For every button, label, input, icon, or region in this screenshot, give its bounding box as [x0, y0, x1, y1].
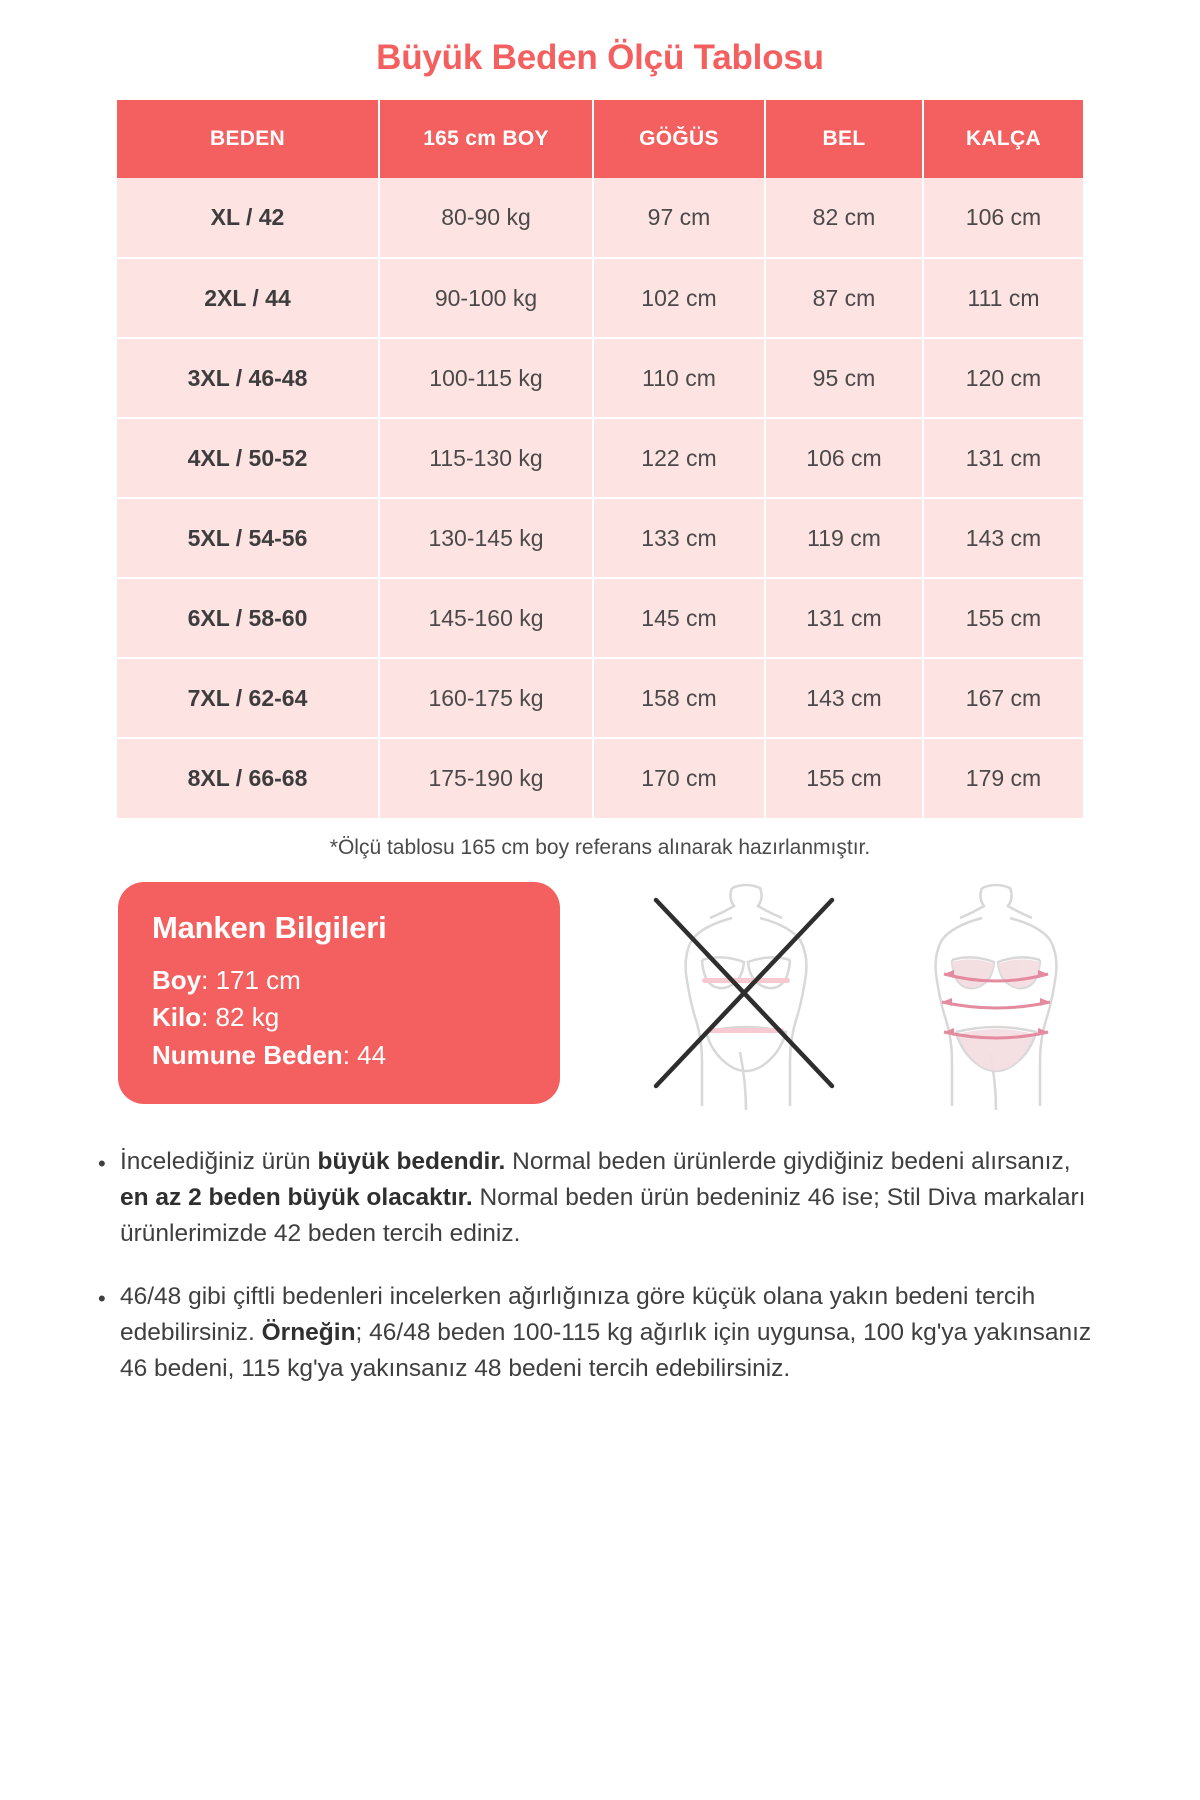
table-cell: 82 cm — [765, 178, 923, 258]
table-cell: 155 cm — [923, 578, 1083, 658]
table-header — [117, 100, 1083, 178]
table-header-row — [117, 100, 1083, 178]
info-bullet-list — [80, 1144, 1120, 1387]
table-cell: 115-130 kg — [379, 418, 593, 498]
info-bullet — [98, 1144, 1096, 1251]
model-info-card — [118, 882, 560, 1104]
info-bullet-text — [120, 1279, 1096, 1386]
measurement-figures — [636, 882, 1120, 1110]
model-info-section — [80, 882, 1120, 1110]
info-bullet — [98, 1279, 1096, 1386]
table-row — [117, 418, 1083, 498]
table-row — [117, 578, 1083, 658]
table-cell: 106 cm — [765, 418, 923, 498]
table-cell-size: 4XL / 50-52 — [117, 418, 379, 498]
info-bullet-text — [120, 1144, 1096, 1251]
table-row — [117, 178, 1083, 258]
column-header-kalca: KALÇA — [923, 100, 1083, 178]
table-cell: 120 cm — [923, 338, 1083, 418]
table-cell: 95 cm — [765, 338, 923, 418]
model-height-row — [152, 962, 526, 999]
table-cell: 158 cm — [593, 658, 765, 738]
table-cell: 130-145 kg — [379, 498, 593, 578]
model-sample-size-value: : 44 — [342, 1039, 387, 1070]
table-note: *Ölçü tablosu 165 cm boy referans alınarak hazırlanmıştır. — [329, 836, 871, 859]
table-cell: 167 cm — [923, 658, 1083, 738]
table-cell: 155 cm — [765, 738, 923, 818]
incorrect-measure-figure-icon — [636, 882, 856, 1110]
bullet-text-span: ; 46/48 beden 100-115 kg ağırlık için uygunsa, 100 kg'ya yakınsanız 46 bedeni, 115 kg'ya yakınsanız 48 bedeni tercih edebilirsiniz. — [120, 1319, 1092, 1382]
column-header-beden: BEDEN — [117, 100, 379, 178]
table-cell: 87 cm — [765, 258, 923, 338]
bullet-emphasis: en az 2 beden büyük olacaktır. — [120, 1183, 473, 1211]
table-cell: 80-90 kg — [379, 178, 593, 258]
bullet-emphasis: Örneğin — [261, 1319, 356, 1347]
table-cell: 143 cm — [923, 498, 1083, 578]
table-row — [117, 498, 1083, 578]
table-cell-size: 3XL / 46-48 — [117, 338, 379, 418]
table-cell: 179 cm — [923, 738, 1083, 818]
table-cell: 100-115 kg — [379, 338, 593, 418]
table-cell: 145 cm — [593, 578, 765, 658]
table-cell: 90-100 kg — [379, 258, 593, 338]
table-cell-size: 8XL / 66-68 — [117, 738, 379, 818]
table-row — [117, 258, 1083, 338]
table-cell-size: 7XL / 62-64 — [117, 658, 379, 738]
model-height-value: : 171 cm — [201, 965, 301, 995]
bullet-dot-icon: • — [98, 1151, 106, 1176]
table-cell: 106 cm — [923, 178, 1083, 258]
table-row — [117, 658, 1083, 738]
size-table — [117, 100, 1083, 818]
table-cell: 119 cm — [765, 498, 923, 578]
bullet-text-span: Normal beden ürünlerde giydiğiniz bedeni alırsanız, — [505, 1148, 1071, 1175]
table-cell-size: 6XL / 58-60 — [117, 578, 379, 658]
bullet-text-span: Normal beden ürün bedeniniz 46 ise; Stil Diva markaları ürünlerimizde 42 beden tercih ediniz. — [120, 1183, 1086, 1247]
bullet-dot-icon: • — [98, 1286, 106, 1312]
table-cell: 145-160 kg — [379, 578, 593, 658]
model-sample-size-row — [152, 1037, 526, 1074]
table-cell: 133 cm — [593, 498, 765, 578]
model-weight-row — [152, 999, 526, 1036]
table-cell: 122 cm — [593, 418, 765, 498]
table-body — [117, 178, 1083, 818]
table-cell-size: 5XL / 54-56 — [117, 498, 379, 578]
table-cell: 131 cm — [923, 418, 1083, 498]
size-chart-page — [80, 0, 1120, 1387]
table-cell: 97 cm — [593, 178, 765, 258]
table-cell: 160-175 kg — [379, 658, 593, 738]
table-cell-size: XL / 42 — [117, 178, 379, 258]
page-title: Büyük Beden Ölçü Tablosu — [376, 38, 824, 77]
table-cell: 111 cm — [923, 258, 1083, 338]
model-weight-value: : 82 kg — [201, 1002, 280, 1033]
model-info-heading: Manken Bilgileri — [152, 910, 387, 945]
table-row — [117, 738, 1083, 818]
table-row — [117, 338, 1083, 418]
model-weight-label: Kilo — [152, 1002, 202, 1033]
model-height-label: Boy — [152, 965, 202, 995]
table-cell: 143 cm — [765, 658, 923, 738]
table-cell: 110 cm — [593, 338, 765, 418]
table-cell: 131 cm — [765, 578, 923, 658]
bullet-text-span: İncelediğiniz ürün — [120, 1148, 318, 1175]
table-cell: 175-190 kg — [379, 738, 593, 818]
table-cell: 170 cm — [593, 738, 765, 818]
bullet-emphasis: büyük bedendir. — [317, 1148, 506, 1175]
table-cell-size: 2XL / 44 — [117, 258, 379, 338]
column-header-gogus: GÖĞÜS — [593, 100, 765, 178]
column-header-boy: 165 cm BOY — [379, 100, 593, 178]
correct-measure-figure-icon — [886, 882, 1106, 1110]
bullet-text-span: 46/48 gibi çiftli bedenleri incelerken ağırlığınıza göre küçük olana yakın bedeni tercih edebilirsiniz. — [120, 1283, 1036, 1347]
column-header-bel: BEL — [765, 100, 923, 178]
table-cell: 102 cm — [593, 258, 765, 338]
model-sample-size-label: Numune Beden — [152, 1039, 343, 1070]
